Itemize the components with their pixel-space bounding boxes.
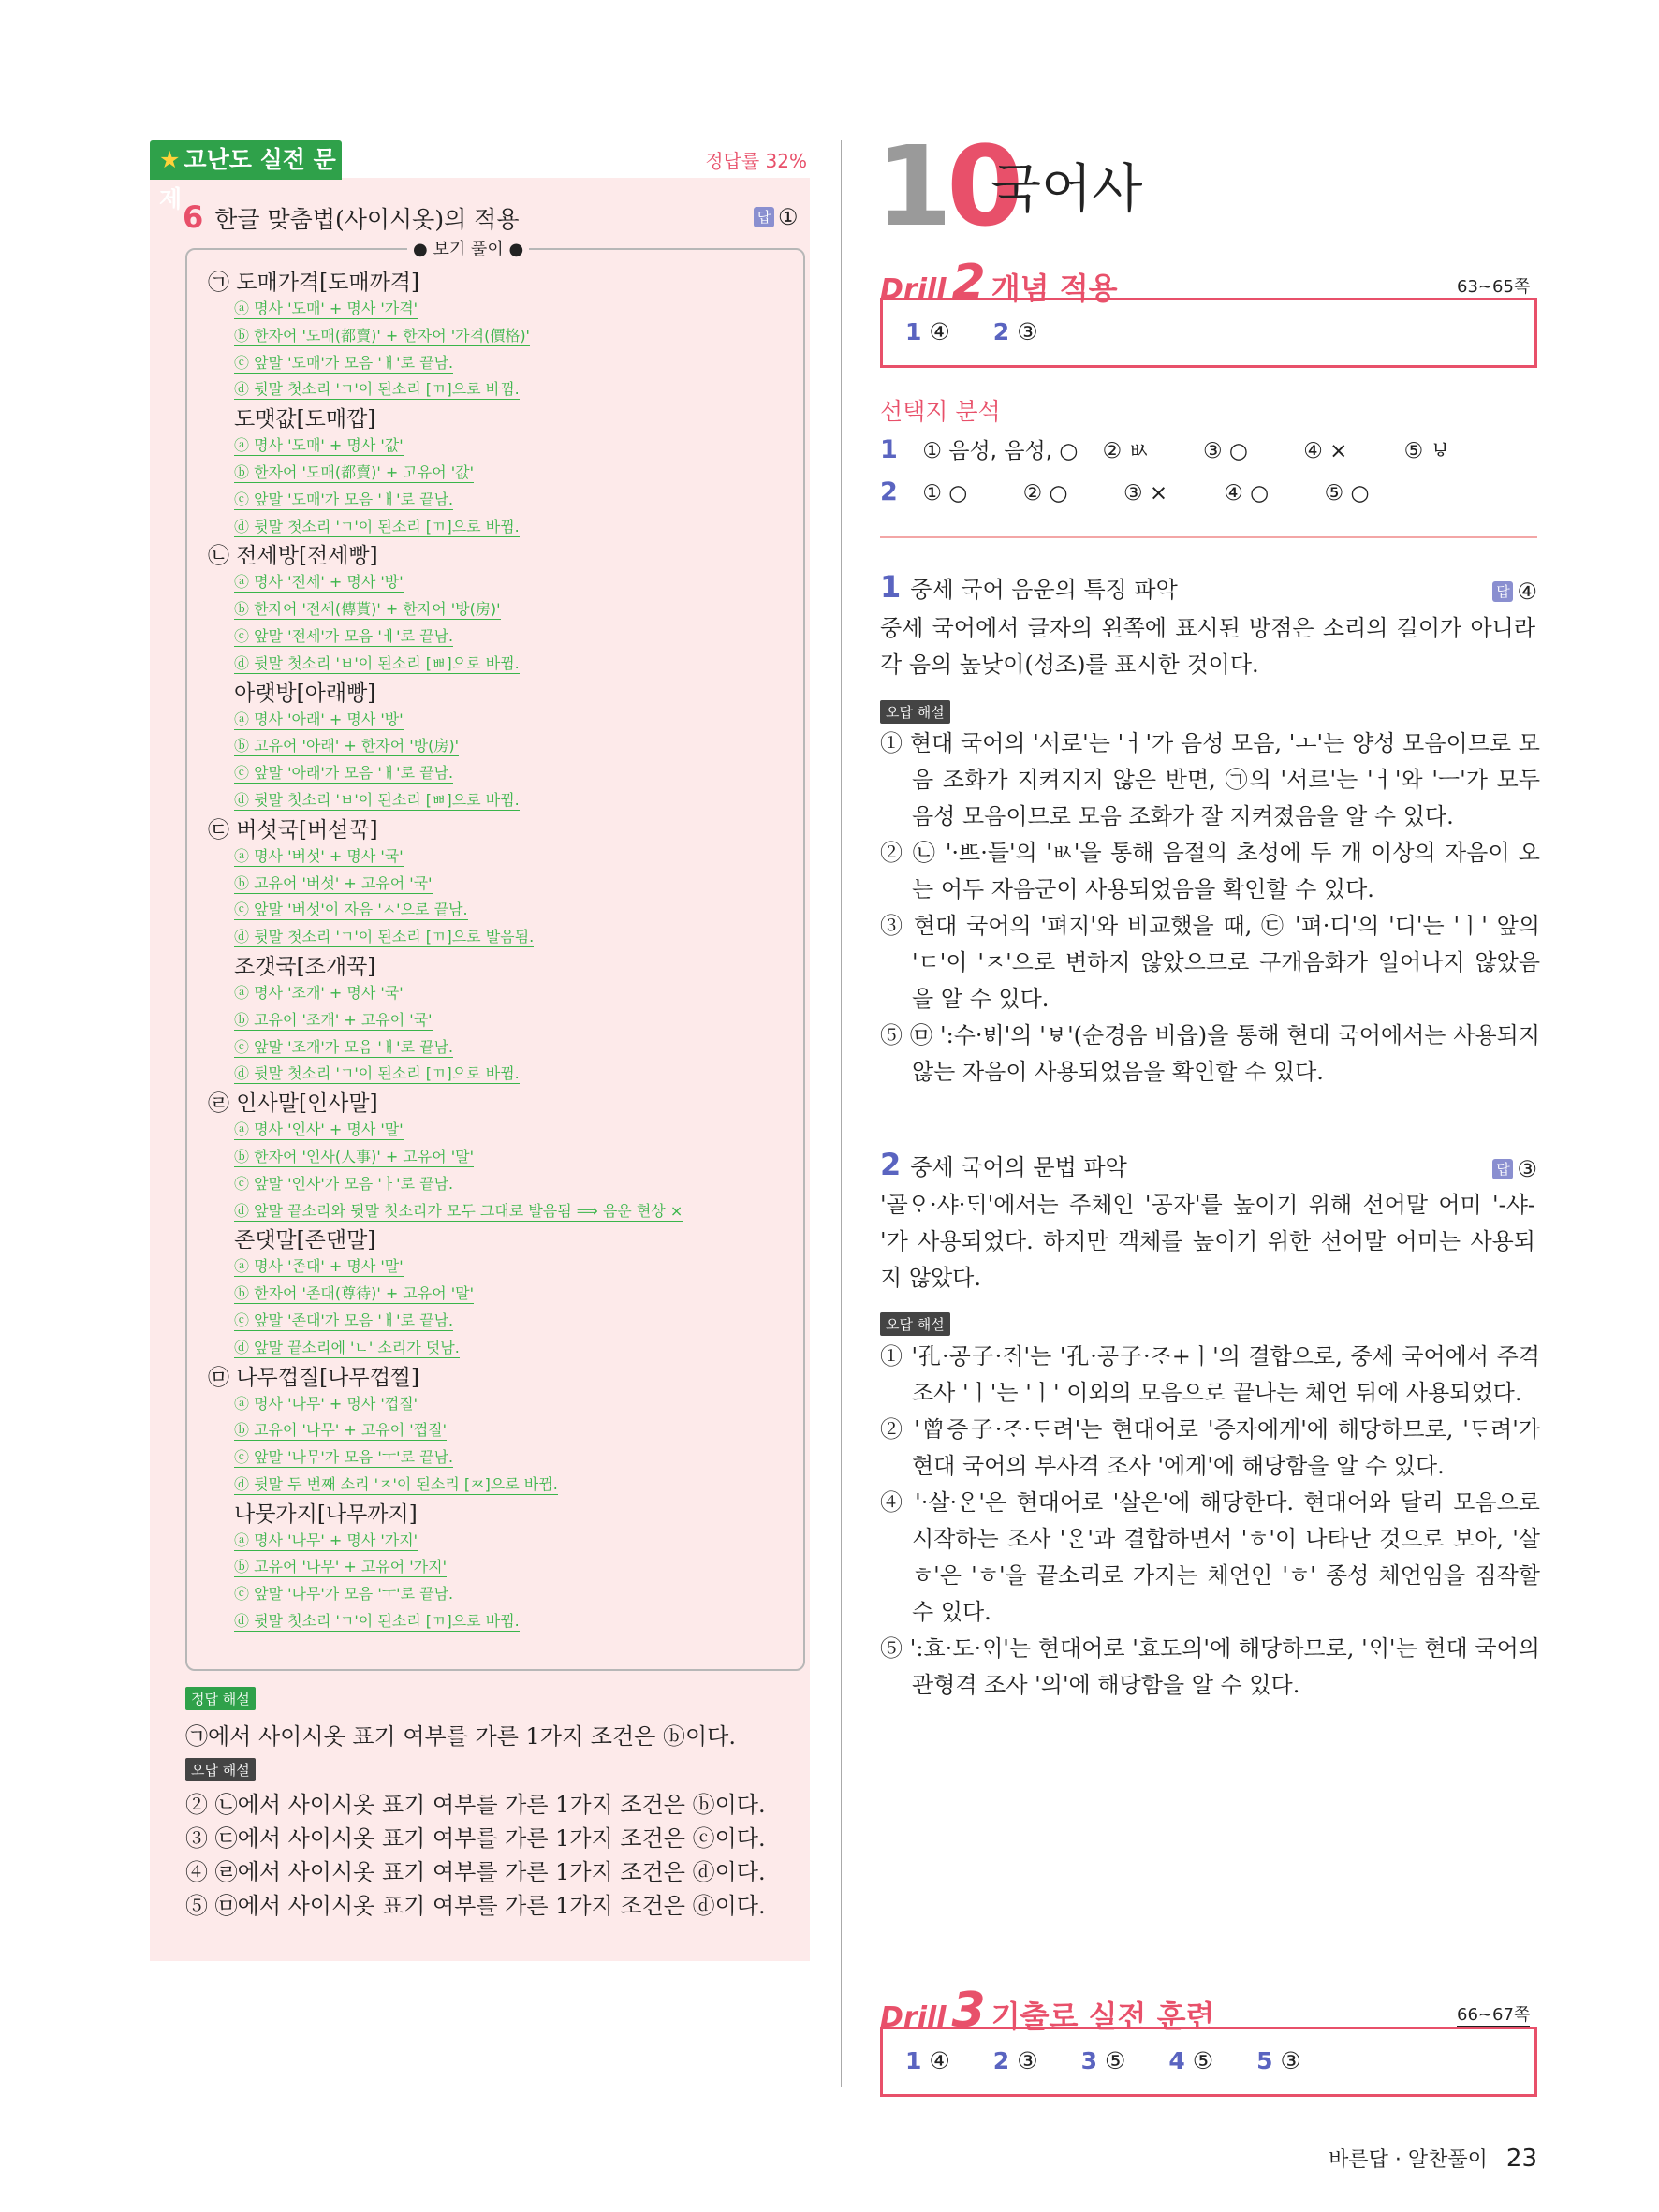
bogi-note-text: ⓓ 뒷말 첫소리 'ㅂ'이 된소리 [ㅃ]으로 바뀜. (234, 790, 520, 809)
bogi-note-text: ⓓ 뒷말 첫소리 'ㅂ'이 된소리 [ㅃ]으로 바뀜. (234, 653, 520, 672)
bogi-note (208, 1061, 798, 1088)
bogi-note-text: ⓐ 명사 '도매' + 명사 '값' (234, 436, 404, 455)
page-number: 23 (1505, 2145, 1537, 2173)
choice-row-number: 1 (880, 435, 898, 464)
answer-icon: 답 (754, 207, 774, 227)
bogi-note-text: ⓒ 앞말 '도매'가 모음 'ㅐ'로 끝남. (234, 353, 454, 372)
question-number: 6 (183, 199, 204, 235)
answer-number: 1 (905, 318, 922, 345)
q2-wrong-tag: 오답 해설 (880, 1312, 950, 1336)
bogi-word: ㉠ 도매가격[도매까격] (208, 271, 420, 295)
choice-item: ④ × (1303, 439, 1348, 463)
bogi-note-text: ⓐ 명사 '전세' + 명사 '방' (234, 573, 404, 592)
choice-item: ② ○ (1022, 481, 1068, 505)
answer-value: ③ (1017, 318, 1038, 345)
bogi-note (208, 1117, 798, 1144)
bogi-note (208, 1253, 798, 1281)
question-title-text: 한글 맞춤법(사이시옷)의 적용 (214, 206, 520, 233)
bogi-note-text: ⓓ 뒷말 첫소리 'ㄱ'이 된소리 [ㄲ]으로 발음됨. (234, 928, 535, 946)
bogi-note (208, 1417, 798, 1444)
answer-value: ① (778, 204, 799, 230)
answer-value: ④ (929, 318, 950, 345)
bogi-note (208, 651, 798, 678)
question-title (183, 199, 519, 235)
wrong-item: ② '曾증子·ᄌᆞ·ᄃᆞ려'는 현대어로 '증자에게'에 해당하므로, 'ᄃᆞ려'가 현대 국어의 부사격 조사 '에게'에 해당함을 알 수 있다. (880, 1416, 1540, 1479)
q2-title: 중세 국어의 문법 파악 (910, 1154, 1127, 1180)
choice-item: ⑤ ○ (1324, 481, 1370, 505)
bogi-note-text: ⓒ 앞말 '도매'가 모음 'ㅐ'로 끝남. (234, 490, 454, 508)
bogi-note-text: ⓑ 고유어 '아래' + 한자어 '방(房)' (234, 737, 460, 755)
answer-item (993, 318, 1038, 345)
bogi-note-text: ⓐ 명사 '나무' + 명사 '가지' (234, 1531, 418, 1549)
choice-item: ③ ○ (1202, 439, 1248, 463)
wrong-item: ① '孔·공子·ᄌᆡ'는 '孔·공子·ᄌᆞ+ㅣ'의 결합으로, 중세 국어에서 주격 조사 'ㅣ'는 'ㅣ' 이외의 모음으로 끝나는 체언 뒤에 사용되었다. (880, 1343, 1540, 1406)
drill3-pages: 66~67쪽 (1457, 2001, 1530, 2028)
bogi-note (208, 787, 798, 814)
bogi-note-text: ⓒ 앞말 '아래'가 모음 'ㅐ'로 끝남. (234, 764, 454, 783)
bogi-note-text: ⓐ 명사 '나무' + 명사 '껍질' (234, 1394, 418, 1413)
chapter-title: 국어사 (991, 159, 1143, 220)
bogi-note-text: ⓒ 앞말 '조개'가 모음 'ㅐ'로 끝남. (234, 1037, 454, 1056)
bogi-note-text: ⓒ 앞말 '나무'가 모음 'ㅜ'로 끝남. (234, 1448, 454, 1467)
answer-value: ④ (1517, 579, 1537, 605)
bogi-note-text: ⓑ 한자어 '존대(尊待)' + 고유어 '말' (234, 1284, 475, 1303)
bogi-note (208, 843, 798, 871)
choice-row (880, 477, 1400, 506)
choice-row (880, 433, 1479, 464)
bogi-note (208, 460, 798, 487)
bogi-note (208, 487, 798, 514)
bogi-note-text: ⓓ 뒷말 첫소리 'ㄱ'이 된소리 [ㄲ]으로 바뀜. (234, 517, 520, 535)
bogi-note (208, 1554, 798, 1581)
answer-icon: 답 (1492, 581, 1513, 602)
bogi-note-text: ⓒ 앞말 '존대'가 모음 'ㅐ'로 끝남. (234, 1311, 454, 1329)
drill-label: Drill (880, 2001, 947, 2034)
bogi-note-text: ⓓ 앞말 끝소리와 뒷말 첫소리가 모두 그대로 발음됨 ⟹ 음운 현상 × (234, 1201, 683, 1220)
drill-title: 기출로 실전 훈련 (991, 1999, 1215, 2034)
bogi-note (208, 296, 798, 323)
bogi-note (208, 569, 798, 596)
wrong-item: ③ ㉢에서 사이시옷 표기 여부를 가른 1가지 조건은 ⓒ이다. (185, 1825, 766, 1852)
wrong-item: ④ ㉣에서 사이시옷 표기 여부를 가른 1가지 조건은 ⓓ이다. (185, 1859, 766, 1885)
wrong-item: ④ '·살·ᄋᆞᆫ'은 현대어로 '살은'에 해당한다. 현대어와 달리 모음으로 시작하는 조사 'ᄋᆞᆫ'과 결합하면서 'ㅎ'이 나타난 것으로 보아, '살ㅎ'은 'ㅎ'을 끝소리로 가지는 체언인 'ㅎ' 종성 체언임을 짐작할 수 있다. (880, 1489, 1540, 1625)
drill3-answers (905, 2047, 1337, 2074)
answer-value: ③ (1517, 1156, 1537, 1182)
bogi-note-text: ⓐ 명사 '도매' + 명사 '가격' (234, 300, 418, 317)
answer-icon: 답 (1492, 1159, 1513, 1179)
q1-heading (880, 569, 1178, 605)
bogi-note (208, 323, 798, 350)
answer-item (905, 2047, 950, 2074)
drill2-answers (905, 318, 1074, 345)
bogi-note-text: ⓓ 뒷말 첫소리 'ㄱ'이 된소리 [ㄲ]으로 바뀜. (234, 380, 520, 399)
bogi-note (208, 707, 798, 734)
bogi-note-text: ⓐ 명사 '버섯' + 명사 '국' (234, 846, 404, 865)
bogi-note-text: ⓑ 고유어 '나무' + 고유어 '껍질' (234, 1421, 447, 1440)
bogi-note-text: ⓑ 한자어 '전세(傳貰)' + 한자어 '방(房)' (234, 600, 501, 619)
drill-number: 2 (951, 255, 986, 311)
bogi-word: 존댓말[존댄말] (234, 1228, 376, 1253)
bogi-note (208, 1472, 798, 1499)
bogi-label: ● 보기 풀이 ● (407, 236, 529, 260)
bogi-note (208, 760, 798, 787)
answer-number: 4 (1168, 2047, 1185, 2074)
bogi-note (208, 1608, 798, 1635)
bogi-note (208, 1391, 798, 1418)
bogi-label-text: 보기 풀이 (433, 240, 504, 259)
wrong-item: ② ㉡ '·ᄠᅳ·들'의 'ㅄ'을 통해 음절의 초성에 두 개 이상의 자음이 오는 어두 자음군이 사용되었음을 확인할 수 있다. (880, 840, 1540, 902)
bogi-content (208, 267, 798, 1635)
bogi-note-text: ⓐ 명사 '조개' + 명사 '국' (234, 983, 404, 1002)
answer-number: 3 (1080, 2047, 1097, 2074)
bogi-word: 도맷값[도매깝] (234, 407, 376, 432)
bogi-note-text: ⓒ 앞말 '버섯'이 자음 'ㅅ'으로 끝남. (234, 901, 468, 919)
q2-answer (1492, 1156, 1537, 1182)
answer-value: ③ (1017, 2047, 1038, 2074)
bogi-note (208, 1144, 798, 1171)
bogi-note (208, 1281, 798, 1308)
bogi-note (208, 350, 798, 377)
bogi-note-text: ⓓ 앞말 끝소리에 'ㄴ' 소리가 덧남. (234, 1338, 460, 1356)
bogi-note (208, 1444, 798, 1472)
bogi-note (208, 980, 798, 1007)
wrong-item: ⑤ ':효·도·ᄋᆡ'는 현대어로 '효도의'에 해당하므로, 'ᄋᆡ'는 현대 국어의 관형격 조사 '의'에 해당함을 알 수 있다. (880, 1635, 1540, 1698)
wrong-explanation-tag: 오답 해설 (185, 1758, 256, 1781)
bogi-note (208, 871, 798, 898)
choice-item: ⑤ ㅸ (1403, 439, 1451, 463)
drill-label: Drill (880, 273, 947, 306)
wrong-item: ② ㉡에서 사이시옷 표기 여부를 가른 1가지 조건은 ⓑ이다. (185, 1792, 766, 1818)
question-answer (754, 204, 799, 230)
answer-number: 2 (992, 2047, 1010, 2074)
bogi-note (208, 1308, 798, 1335)
bogi-note (208, 1171, 798, 1198)
bogi-word: ㉡ 전세방[전세빵] (208, 544, 378, 569)
book-title: 바른답 · 알찬풀이 (1329, 2148, 1488, 2172)
bogi-word: ㉢ 버섯국[버섣꾹] (208, 817, 378, 842)
q1-title: 중세 국어 음운의 특징 파악 (910, 577, 1178, 603)
bogi-note (208, 897, 798, 924)
q2-number: 2 (880, 1147, 902, 1182)
bogi-note-text: ⓓ 뒷말 첫소리 'ㄱ'이 된소리 [ㄲ]으로 바뀜. (234, 1612, 520, 1631)
bogi-note (208, 1528, 798, 1555)
bogi-note (208, 1581, 798, 1608)
section-divider (880, 536, 1537, 538)
bogi-note-text: ⓒ 앞말 '인사'가 모음 'ㅏ'로 끝남. (234, 1174, 454, 1193)
bogi-word: 아랫방[아래빵] (234, 681, 376, 706)
q1-wrong-tag: 오답 해설 (880, 700, 950, 724)
bogi-note (208, 432, 798, 460)
wrong-explanation-list (185, 1788, 766, 1923)
answer-item (905, 318, 950, 345)
wrong-item: ③ 현대 국어의 '펴지'와 비교했을 때, ㉢ '펴·디'의 '디'는 'ㅣ' 앞의 'ㄷ'이 'ㅈ'으로 변하지 않았으므로 구개음화가 일어나지 않았음을 알 수 있다. (880, 913, 1540, 1012)
bogi-note (208, 924, 798, 951)
bogi-note (208, 596, 798, 623)
q2-heading (880, 1147, 1127, 1182)
drill-title: 개념 적용 (991, 271, 1118, 306)
page-footer (1329, 2144, 1537, 2173)
wrong-item: ⑤ ㉤ ':수·ᄫᅵ'의 'ㅸ'(순경음 비읍)을 통해 현대 국어에서는 사용되지 않는 자음이 사용되었음을 확인할 수 있다. (880, 1022, 1540, 1085)
bogi-note-text: ⓒ 앞말 '나무'가 모음 'ㅜ'로 끝남. (234, 1585, 454, 1604)
choice-item: ① ○ (922, 481, 968, 505)
answer-item (1256, 2047, 1301, 2074)
bogi-note (208, 1335, 798, 1362)
bogi-note-text: ⓑ 고유어 '버섯' + 고유어 '국' (234, 873, 433, 892)
bogi-word: ㉣ 인사말[인사말] (208, 1091, 378, 1117)
bogi-note-text: ⓑ 한자어 '인사(人事)' + 고유어 '말' (234, 1147, 475, 1165)
answer-item (1081, 2047, 1126, 2074)
bogi-word: ㉤ 나무껍질[나무껍찔] (208, 1365, 420, 1390)
bogi-note-text: ⓓ 뒷말 두 번째 소리 'ㅈ'이 된소리 [ㅉ]으로 바뀜. (234, 1474, 558, 1493)
bogi-note-text: ⓐ 명사 '아래' + 명사 '방' (234, 710, 404, 728)
drill2-pages: 63~65쪽 (1457, 273, 1530, 300)
bogi-note (208, 1007, 798, 1034)
answer-number: 1 (905, 2047, 922, 2074)
answer-value: ④ (929, 2047, 950, 2074)
drill-number: 3 (951, 1983, 986, 2039)
answer-value: ③ (1280, 2047, 1301, 2074)
correct-rate: 정답률 32% (705, 150, 807, 172)
choice-item: ① 음성, 음성, ○ (922, 439, 1079, 463)
bogi-note (208, 1034, 798, 1062)
choice-analysis-title: 선택지 분석 (880, 398, 1001, 425)
choice-item: ③ × (1123, 481, 1168, 505)
answer-item (1168, 2047, 1213, 2074)
answer-value: ⑤ (1104, 2047, 1126, 2074)
star-icon: ★ (159, 146, 181, 173)
q1-body: 중세 국어에서 글자의 왼쪽에 표시된 방점은 소리의 길이가 아니라 각 음의 높낮이(성조)를 표시한 것이다. (880, 615, 1535, 678)
badge-label: 고난도 실전 문제 (159, 146, 336, 212)
bogi-note (208, 733, 798, 760)
bogi-word: 조갯국[조개꾹] (234, 954, 376, 979)
bogi-note-text: ⓑ 한자어 '도매(都賣)' + 고유어 '값' (234, 462, 475, 481)
hard-problem-badge (150, 140, 342, 212)
q1-answer (1492, 579, 1537, 605)
bogi-note-text: ⓑ 고유어 '나무' + 고유어 '가지' (234, 1558, 447, 1576)
correct-explanation: ㉠에서 사이시옷 표기 여부를 가른 1가지 조건은 ⓑ이다. (185, 1723, 736, 1750)
bogi-note (208, 514, 798, 541)
chapter-number-digit: 0 (947, 122, 1019, 251)
bogi-word: 나뭇가지[나무까지] (234, 1502, 418, 1527)
bogi-note (208, 623, 798, 651)
q2-wrong-items (880, 1339, 1540, 1704)
answer-number: 2 (992, 318, 1010, 345)
bogi-note-text: ⓑ 고유어 '조개' + 고유어 '국' (234, 1010, 433, 1029)
bogi-note-text: ⓐ 명사 '존대' + 명사 '말' (234, 1257, 404, 1276)
bogi-note-text: ⓒ 앞말 '전세'가 모음 'ㅔ'로 끝남. (234, 626, 454, 645)
q1-number: 1 (880, 569, 902, 605)
wrong-item: ① 현대 국어의 '서로'는 'ㅓ'가 음성 모음, 'ㅗ'는 양성 모음이므로 모음 조화가 지켜지지 않은 반면, ㉠의 '서르'는 'ㅓ'와 'ㅡ'가 모두 음성 모음이므로 모음 조화가 잘 지켜졌음을 알 수 있다. (880, 730, 1540, 829)
correct-explanation-tag: 정답 해설 (185, 1687, 256, 1710)
answer-value: ⑤ (1192, 2047, 1214, 2074)
wrong-item: ⑤ ㉤에서 사이시옷 표기 여부를 가른 1가지 조건은 ⓓ이다. (185, 1893, 766, 1919)
column-divider (841, 140, 842, 2087)
bogi-note-text: ⓐ 명사 '인사' + 명사 '말' (234, 1121, 404, 1139)
choice-row-number: 2 (880, 477, 898, 506)
choice-item: ② ㅄ (1102, 439, 1150, 463)
q1-wrong-items (880, 725, 1540, 1091)
choice-item: ④ ○ (1224, 481, 1270, 505)
chapter-number-digit: 1 (875, 122, 947, 251)
q2-body: '골ᄋᆞ·샤·ᄃᆡ'에서는 주체인 '공자'를 높이기 위해 선어말 어미 '-샤-'가 사용되었다. 하지만 객체를 높이기 위한 선어말 어미는 사용되지 않았다. (880, 1192, 1535, 1291)
answer-item (993, 2047, 1038, 2074)
bogi-note (208, 1198, 798, 1225)
bogi-note (208, 376, 798, 403)
bogi-note-text: ⓑ 한자어 '도매(都賣)' + 한자어 '가격(價格)' (234, 326, 530, 344)
answer-number: 5 (1256, 2047, 1273, 2074)
bogi-note-text: ⓓ 뒷말 첫소리 'ㄱ'이 된소리 [ㄲ]으로 바뀜. (234, 1064, 520, 1083)
